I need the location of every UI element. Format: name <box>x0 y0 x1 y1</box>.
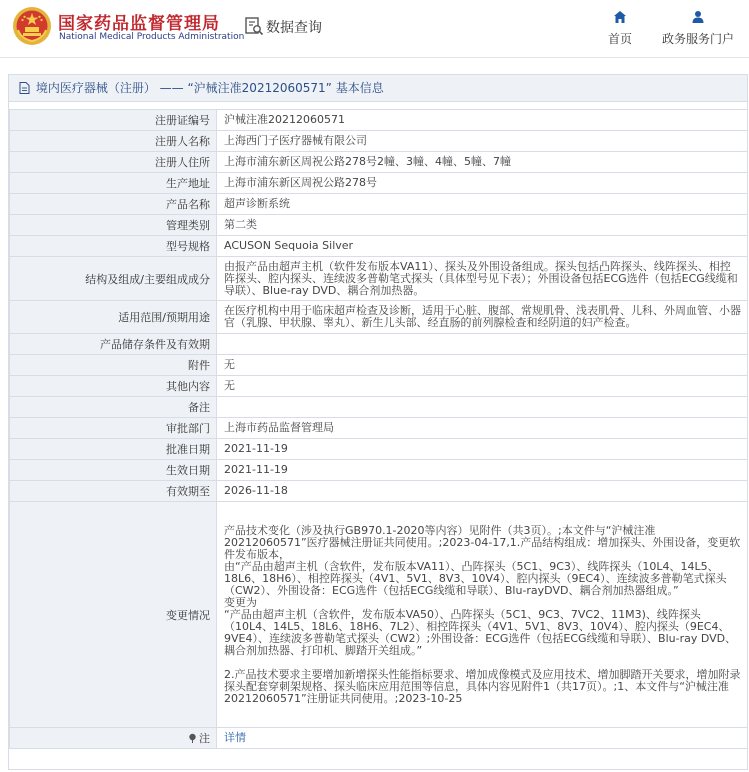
field-label: 注册证编号 <box>10 110 217 131</box>
site-header <box>0 0 749 58</box>
document-icon <box>19 82 30 94</box>
field-label: 批准日期 <box>10 439 217 460</box>
national-emblem-icon[interactable] <box>12 6 52 46</box>
nav-home[interactable] <box>585 10 655 47</box>
site-title[interactable]: 国家药品监督管理局 <box>58 14 220 34</box>
table-row <box>10 502 748 728</box>
site-subtitle: National Medical Products Administration <box>59 32 245 42</box>
table-row <box>10 418 748 439</box>
table-row <box>10 173 748 194</box>
field-label: 有效期至 <box>10 481 217 502</box>
table-row <box>10 355 748 376</box>
home-icon <box>613 10 627 24</box>
field-value: 无 <box>217 376 748 397</box>
field-value: 上海西门子医疗器械有限公司 <box>217 131 748 152</box>
field-label: 审批部门 <box>10 418 217 439</box>
table-row <box>10 397 748 418</box>
field-value: 上海市药品监督管理局 <box>217 418 748 439</box>
table-row <box>10 460 748 481</box>
field-value: 2021-11-19 <box>217 460 748 481</box>
table-row <box>10 257 748 301</box>
table-row <box>10 376 748 397</box>
table-row <box>10 194 748 215</box>
field-value: 超声诊断系统 <box>217 194 748 215</box>
change-details-value: 产品技术变化（涉及执行GB970.1-2020等内容）见附件（共3页）。;本文件与“沪械注准20212060571”医疗器械注册证共同使用。;2023-04-17,1.产品结构组成：增加探头、外围设备，变更软件发布版本， 由“产品由超声主机（含软件，发布版本VA11）、凸阵探头（5C1、9C3）、线阵探头（10L4、14L5、18L6、18H6）、相控阵探头（4V1、5V1、8V3、10V4）、腔内探头（9EC4）、连续波多普勒笔式探头（CW2）、外围设备：ECG选件（包括ECG线缆和导联）、Blu-rayDVD、耦合剂加热器组成。” 变更为 “产品由超声主机（含软件，发布版本VA50）、凸阵探头（5C1、9C3、7VC2、11M3)、线阵探头（10L4、14L5、18L6、18H6、7L2）、相控阵探头（4V1、5V1、8V3、10V4）、腔内探头（9EC4、9VE4）、连续波多普勒笔式探头（CW2）;外围设备：ECG选件（包括ECG线缆和导联）、Blu-ray DVD、耦合剂加热器、打印机、脚踏开关组成。” 2.产品技术要求主要增加新增探头性能指标要求、增加成像模式及应用技术、增加脚踏开关要求，增加附录探头配套穿刺架规格、探头临床应用范围等信息，具体内容见附件1（共17页）。;1、本文件与“沪械注准20212060571”注册证共同使用。;2023-10-25 <box>217 502 748 728</box>
field-value: 第二类 <box>217 215 748 236</box>
table-row <box>10 110 748 131</box>
field-value: 上海市浦东新区周祝公路278号2幢、3幢、4幢、5幢、7幢 <box>217 152 748 173</box>
note-value <box>217 728 748 749</box>
table-row <box>10 334 748 355</box>
field-label: 备注 <box>10 397 217 418</box>
field-label: 适用范围/预期用途 <box>10 301 217 334</box>
nav-service-portal-label: 政务服务门户 <box>661 32 734 46</box>
field-value: 2026-11-18 <box>217 481 748 502</box>
table-row <box>10 728 748 749</box>
field-label: 生效日期 <box>10 460 217 481</box>
field-value: 沪械注准20212060571 <box>217 110 748 131</box>
field-value: 2021-11-19 <box>217 439 748 460</box>
field-value <box>217 334 748 355</box>
field-value: 在医疗机构中用于临床超声检查及诊断，适用于心脏、腹部、常规肌骨、浅表肌骨、儿科、外周血管、小器官（乳腺、甲状腺、睾丸）、新生儿头部、经直肠的前列腺检查和经阴道的妇产检查。 <box>217 301 748 334</box>
field-label: 产品储存条件及有效期 <box>10 334 217 355</box>
user-icon <box>691 10 705 24</box>
note-label-cell <box>10 728 217 749</box>
table-row <box>10 439 748 460</box>
table-row <box>10 301 748 334</box>
field-label: 其他内容 <box>10 376 217 397</box>
field-label: 变更情况 <box>10 502 217 728</box>
nav-service-portal[interactable] <box>655 10 741 47</box>
field-value: ACUSON Sequoia Silver <box>217 236 748 257</box>
field-label: 结构及组成/主要组成成分 <box>10 257 217 301</box>
field-value <box>217 397 748 418</box>
field-label: 附件 <box>10 355 217 376</box>
table-row <box>10 481 748 502</box>
registration-info-table <box>9 109 748 749</box>
field-value: 无 <box>217 355 748 376</box>
field-value: 上海市浦东新区周祝公路278号 <box>217 173 748 194</box>
record-panel <box>8 74 748 770</box>
data-query-icon[interactable] <box>244 16 264 36</box>
field-value: 由报产品由超声主机（软件发布版本VA11）、探头及外围设备组成。探头包括凸阵探头、线阵探头、相控阵探头、腔内探头、连续波多普勒笔式探头（具体型号见下表）；外围设备包括ECG选件（包括ECG线缆和导联）、Blue-ray DVD、耦合剂加热器。 <box>217 257 748 301</box>
breadcrumb <box>9 75 747 102</box>
nav-home-label: 首页 <box>607 32 632 46</box>
field-label: 生产地址 <box>10 173 217 194</box>
details-link[interactable]: 详情 <box>224 731 246 744</box>
table-row <box>10 152 748 173</box>
field-label: 产品名称 <box>10 194 217 215</box>
breadcrumb-text: 境内医疗器械（注册） —— “沪械注准20212060571” 基本信息 <box>35 81 384 95</box>
table-row <box>10 236 748 257</box>
field-label: 注册人住所 <box>10 152 217 173</box>
table-row <box>10 131 748 152</box>
field-label: 管理类别 <box>10 215 217 236</box>
data-query-label[interactable]: 数据查询 <box>266 20 322 36</box>
pin-icon <box>188 733 197 743</box>
field-label: 注册人名称 <box>10 131 217 152</box>
table-row <box>10 215 748 236</box>
note-label: 注 <box>199 732 210 745</box>
field-label: 型号规格 <box>10 236 217 257</box>
